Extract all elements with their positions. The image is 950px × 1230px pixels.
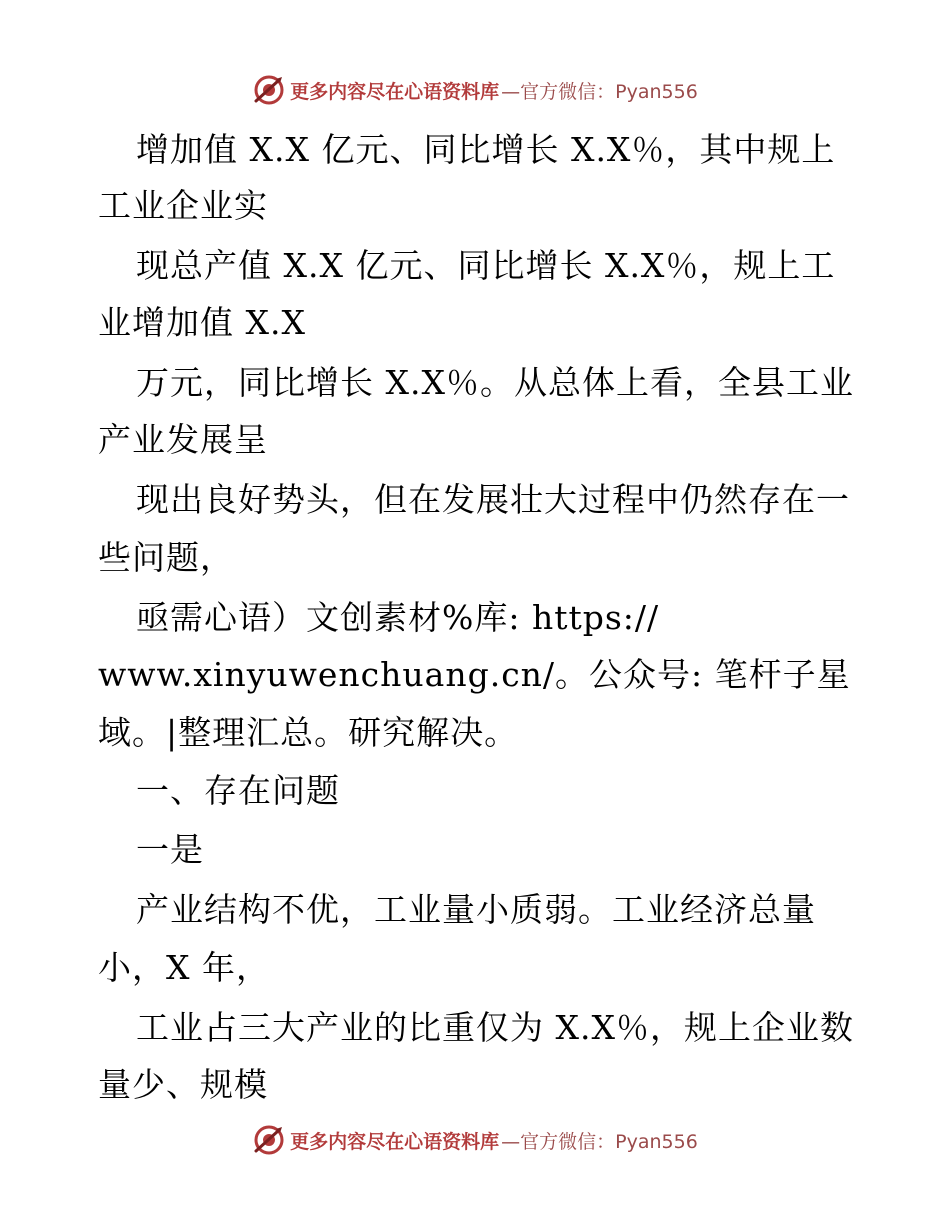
banner-wechat: —官方微信：Pyan556 [501, 1130, 698, 1153]
text-line: 业增加值 X.X [98, 303, 306, 342]
text-line: 现出良好势头，但在发展壮大过程中仍然存在一 [136, 480, 850, 519]
text-line: 工业占三大产业的比重仅为 X.X％，规上企业数 [136, 1008, 854, 1047]
text-line: 些问题， [98, 538, 234, 577]
logo-icon [252, 73, 286, 107]
section-heading: 一、存在问题 [136, 771, 340, 810]
text-line: 产业发展呈 [98, 420, 268, 459]
text-line: 小，X 年， [98, 948, 270, 987]
text-line: 工业企业实 [98, 186, 268, 225]
logo-icon [252, 1123, 286, 1157]
text-line: 产业结构不优，工业量小质弱。工业经济总量 [136, 890, 816, 929]
text-line: 量少、规模 [98, 1065, 268, 1104]
text-line: 增加值 X.X 亿元、同比增长 X.X％，其中规上 [136, 130, 836, 169]
banner-title: 更多内容尽在心语资料库 [290, 80, 500, 103]
text-line: 域。|整理汇总。研究解决。 [98, 713, 519, 752]
footer-watermark-banner [0, 1120, 950, 1160]
text-line: www.xinyuwenchuang.cn/。公众号: 笔杆子星 [98, 655, 851, 694]
header-watermark-banner [0, 70, 950, 110]
banner-title: 更多内容尽在心语资料库 [290, 1130, 500, 1153]
text-line: 现总产值 X.X 亿元、同比增长 X.X％，规上工 [136, 246, 836, 285]
banner-wechat: —官方微信：Pyan556 [501, 80, 698, 103]
text-line: 一是 [136, 830, 204, 869]
text-line: 亟需心语）文创素材%库: https:// [136, 598, 660, 637]
text-line: 万元，同比增长 X.X％。从总体上看，全县工业 [136, 363, 854, 402]
